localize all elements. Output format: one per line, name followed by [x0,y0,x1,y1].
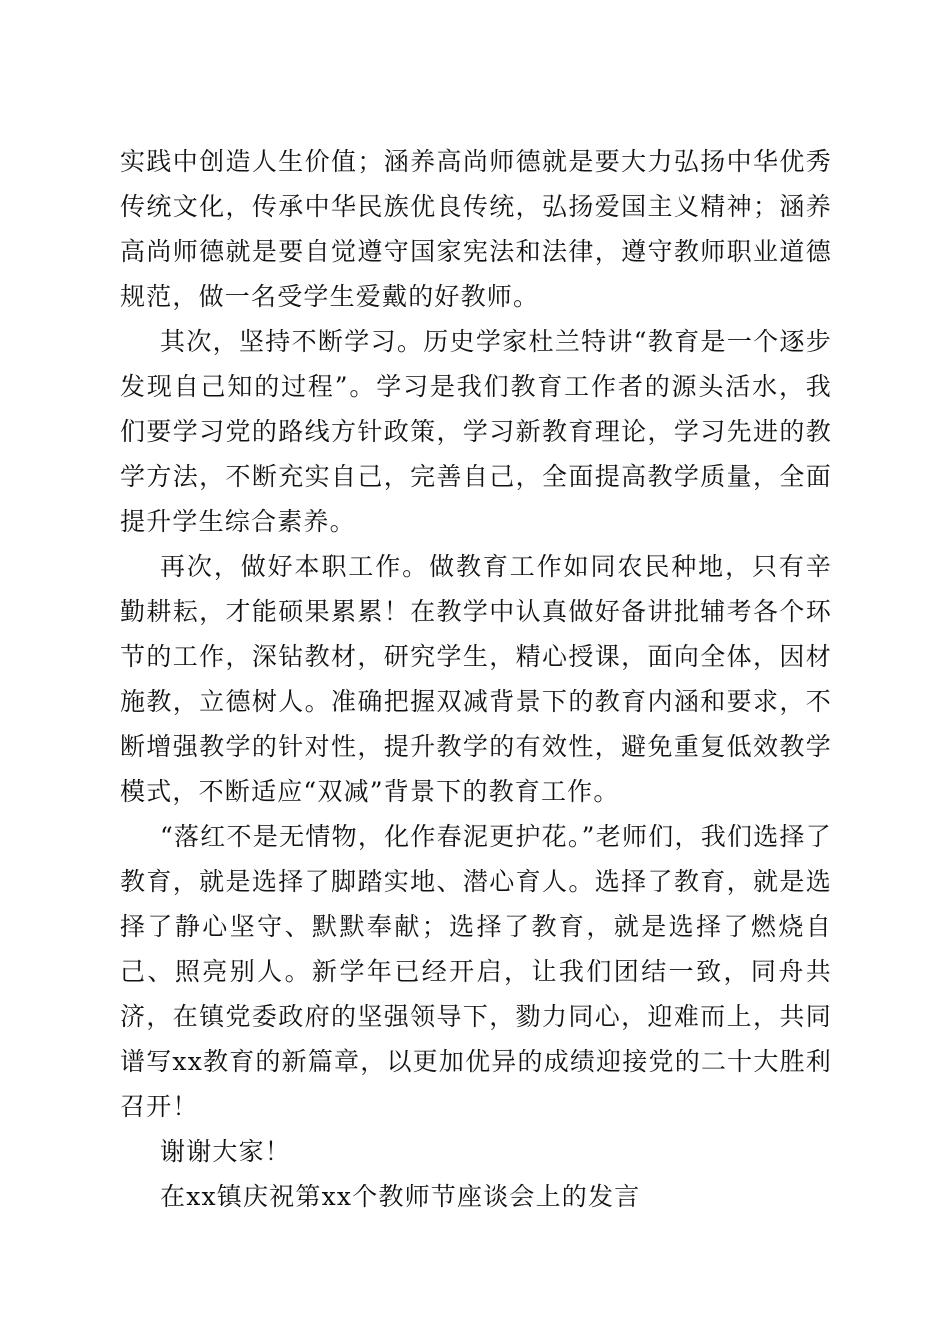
paragraph-keep-learning: 其次，坚持不断学习。历史学家杜兰特讲“教育是一个逐步发现自己知的过程”。学习是我们教育工作者的源头活水，我们要学习党的路线方针政策，学习新教育理论，学习先进的教学方法，不断充实自己，完善自己，全面提高教学质量，全面提升学生综合素养。 [120,327,832,536]
paragraph-thanks: 谢谢大家！ [160,1137,292,1166]
document-body [120,139,832,1219]
paragraph-do-job-well: 再次，做好本职工作。做教育工作如同农民种地，只有辛勤耕耘，才能硕果累累！在教学中认真做好备讲批辅考各个环节的工作，深钻教材，研究学生，精心授课，面向全体，因材施教，立德树人。准确把握双减背景下的教育内涵和要求，不断增强教学的针对性，提升教学的有效性，避免重复低效教学模式，不断适应“双减”背景下的教育工作。 [120,552,832,806]
document-title-line: 在xx镇庆祝第xx个教师节座谈会上的发言 [160,1182,641,1211]
paragraph-closing-remarks: “落红不是无情物，化作春泥更护花。”老师们，我们选择了教育，就是选择了脚踏实地、潜心育人。选择了教育，就是选择了静心坚守、默默奉献；选择了教育，就是选择了燃烧自己、照亮别人。新学年已经开启，让我们团结一致，同舟共济，在镇党委政府的坚强领导下，勠力同心，迎难而上，共同谱写xx教育的新篇章，以更加优异的成绩迎接党的二十大胜利召开！ [120,822,832,1121]
paragraph-continued-teacher-ethics: 实践中创造人生价值；涵养高尚师德就是要大力弘扬中华优秀传统文化，传承中华民族优良传统，弘扬爱国主义精神；涵养高尚师德就是要自觉遵守国家宪法和法律，遵守教师职业道德规范，做一名受学生爱戴的好教师。 [120,147,832,311]
